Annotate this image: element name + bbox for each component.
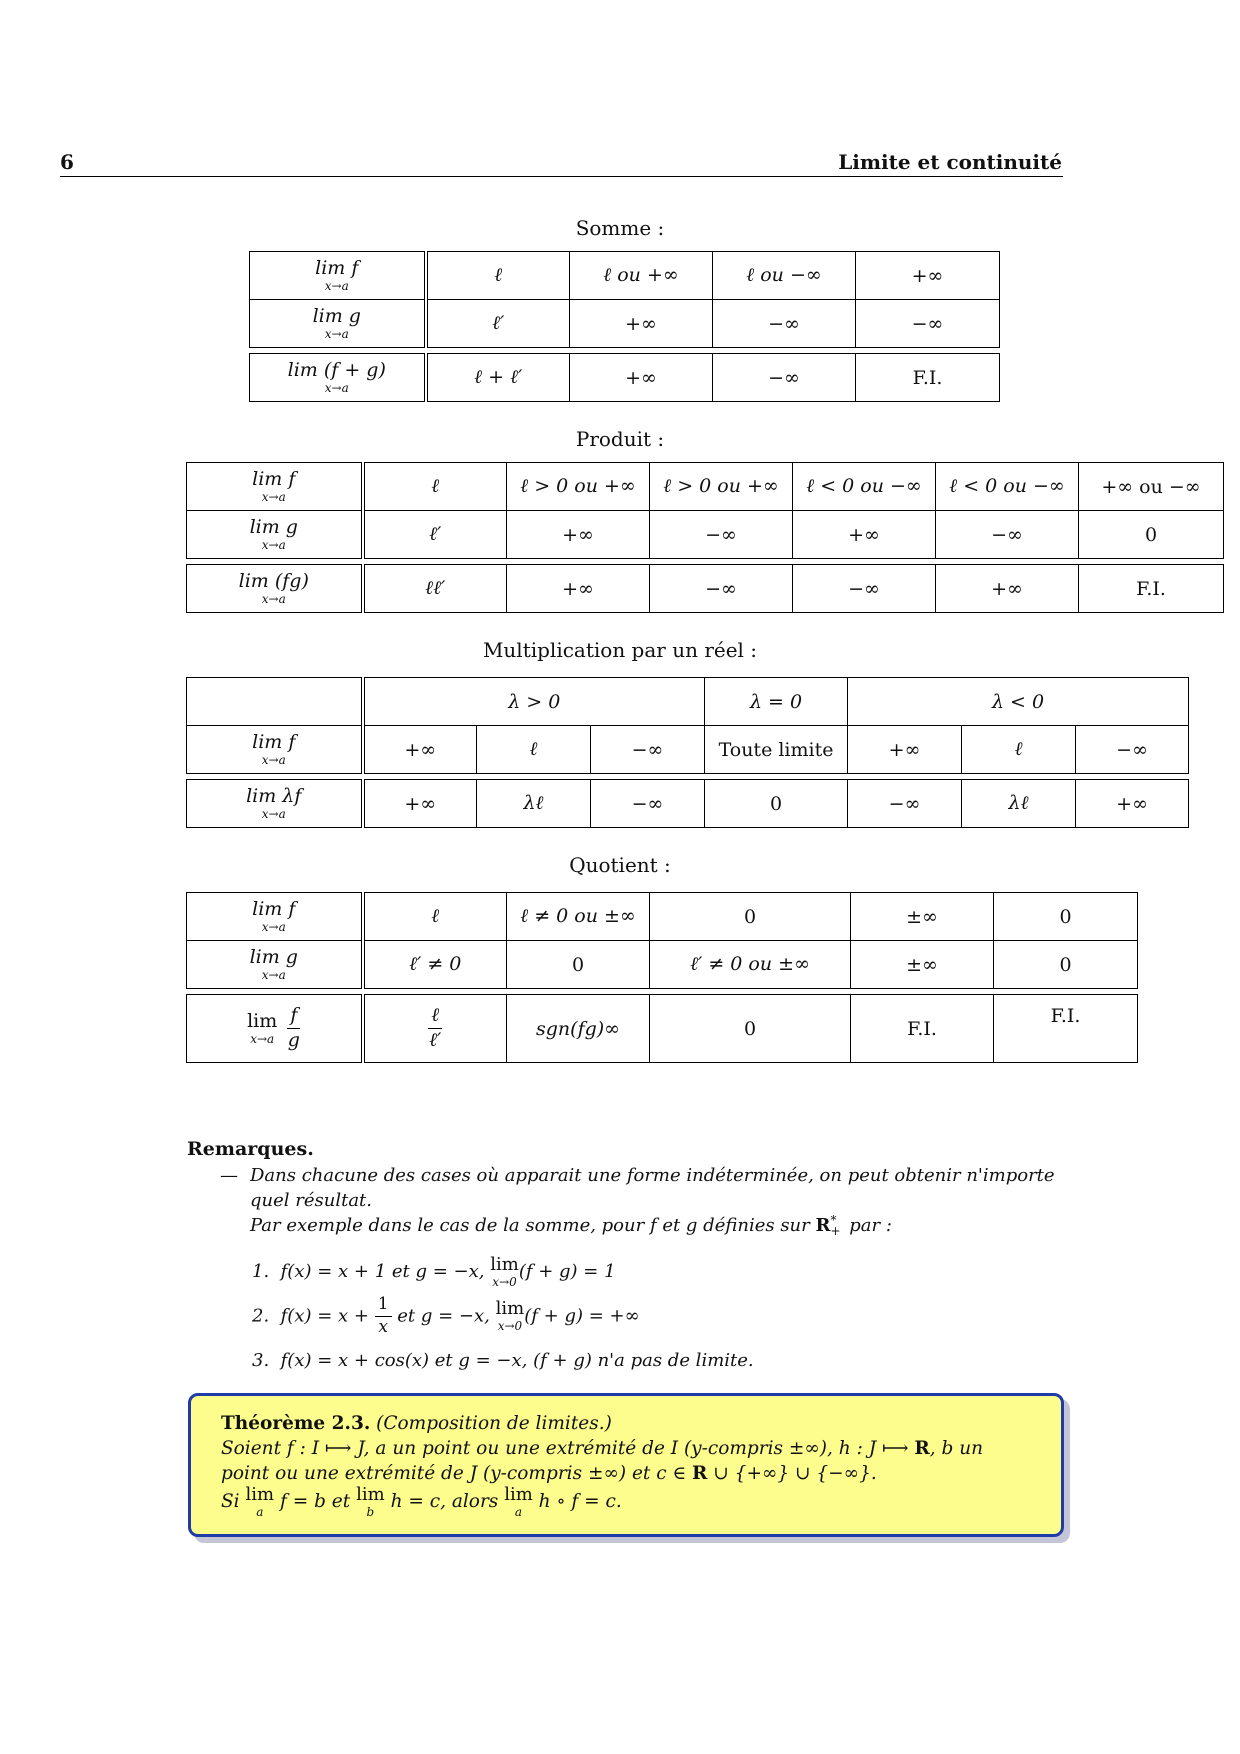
table-row: lim g x→a ℓ′ ≠ 0 0 ℓ′ ≠ 0 ou ±∞ ±∞ 0 [187, 941, 1138, 989]
header-rule [60, 176, 1063, 177]
table-row: λ > 0 λ = 0 λ < 0 [187, 678, 1189, 726]
caption-multiplication: Multiplication par un réel : [482, 638, 758, 662]
table-row: lim f x→a ℓ ℓ > 0 ou +∞ ℓ > 0 ou +∞ ℓ < 0 ou −∞ ℓ < 0 ou −∞ +∞ ou −∞ [187, 463, 1224, 511]
caption-somme: Somme : [575, 216, 665, 240]
table-row: lim f x→a ℓ ℓ ou +∞ ℓ ou −∞ +∞ [250, 252, 1000, 300]
table-produit [186, 462, 1224, 613]
table-row: lim λf x→a +∞ λℓ −∞ 0 −∞ λℓ +∞ [187, 780, 1189, 828]
chapter-title: Limite et continuité [838, 150, 1062, 174]
page-number: 6 [60, 150, 74, 174]
table-quotient [186, 892, 1138, 1063]
table-row: lim f x→a +∞ ℓ −∞ Toute limite +∞ ℓ −∞ [187, 726, 1189, 774]
theorem-line-1: Soient f : I ⟼ J, a un point ou une extrémité de I (y-compris ±∞), h : J ⟼ R, b un [221, 1438, 984, 1459]
theorem-line-2: point ou une extrémité de J (y-compris ±∞) et c ∈ R ∪ {+∞} ∪ {−∞}. [221, 1463, 877, 1484]
table-row: lim g x→a ℓ′ +∞ −∞ −∞ [250, 300, 1000, 348]
caption-quotient: Quotient : [569, 853, 671, 877]
theorem-heading: Théorème 2.3. (Composition de limites.) [221, 1413, 612, 1434]
remarque-bullet: — Dans chacune des cases où apparait une forme indéterminée, on peut obtenir n'importe quel résultat. Par exemple dans le cas de la somme, pour f et g définies sur R * + par : [220, 1163, 1070, 1238]
example-item-2: 2. f(x) = x + $\frac{1}{x}$ et g = −x, lim x→0 (f + g) = +∞ [252, 1294, 640, 1337]
caption-produit: Produit : [575, 427, 665, 451]
example-item-1: 1. f(x) = x + 1 et g = −x, lim x→0 (f + g) = 1 [252, 1254, 616, 1289]
remarques-title: Remarques. [187, 1138, 314, 1160]
theorem-line-3: Si lim a f = b et lim b h = c, alors lim a h ∘ f = c. [221, 1484, 622, 1519]
table-multiplication [186, 677, 1189, 828]
remarque-example-intro: Par exemple dans le cas de la somme, pour f et g définies sur R * + par : [250, 1213, 892, 1238]
remarque-text: Dans chacune des cases où apparait une forme indéterminée, on peut obtenir n'importe quel résultat. [250, 1165, 1055, 1211]
table-row: lim (fg) x→a ℓℓ′ +∞ −∞ −∞ +∞ F.I. [187, 565, 1224, 613]
table-row: lim x→a $\frac{f}{g}$ $\frac{\text{ℓ}}{\text{ℓ′}}$ sgn(fg)∞ 0 F.I. F.I. [187, 995, 1138, 1063]
table-row: lim (f + g) x→a ℓ + ℓ′ +∞ −∞ F.I. [250, 354, 1000, 402]
table-row: lim g x→a ℓ′ +∞ −∞ +∞ −∞ 0 [187, 511, 1224, 559]
theorem-box [188, 1393, 1064, 1537]
table-somme [249, 251, 1000, 402]
table-row: lim f x→a ℓ ℓ ≠ 0 ou ±∞ 0 ±∞ 0 [187, 893, 1138, 941]
example-item-3: 3. f(x) = x + cos(x) et g = −x, (f + g) n'a pas de limite. [252, 1350, 754, 1371]
